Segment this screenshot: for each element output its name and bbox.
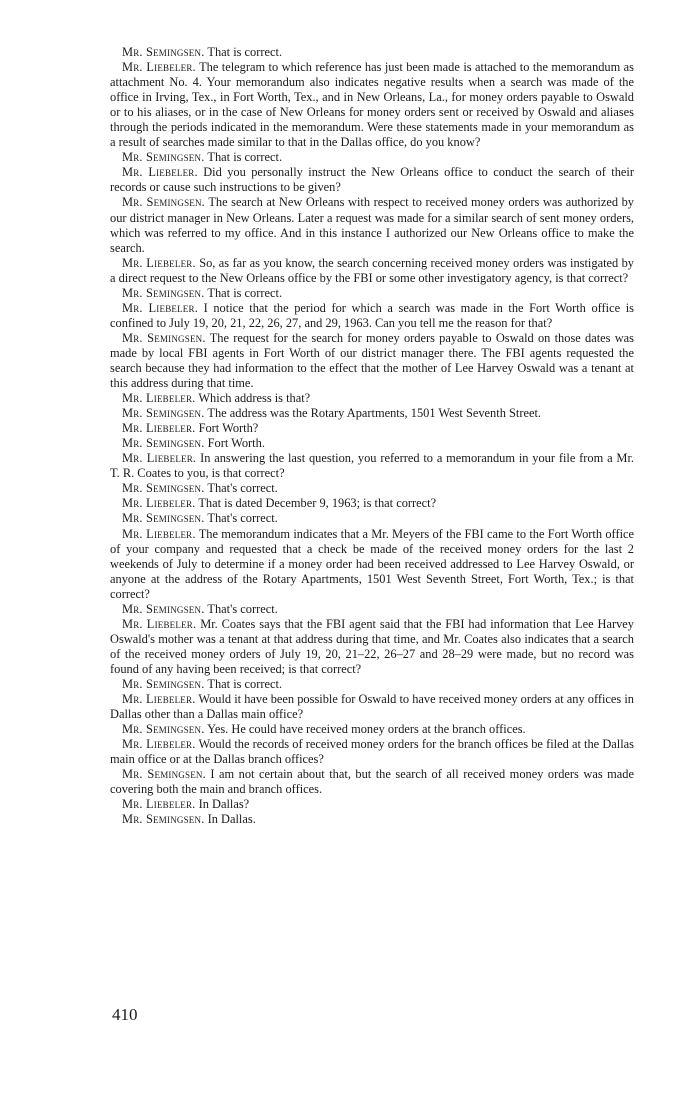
- statement-text: The request for the search for money orders payable to Oswald on those dates was made by local FBI agents in Fort Worth of our district manager there. The FBI agents requested the search because they had information to the effect that the mother of Lee Harvey Oswald was a tenant at this address during that time.: [110, 330, 635, 391]
- statement-text: Fort Worth?: [198, 421, 259, 436]
- testimony-paragraph: [110, 692, 634, 722]
- speaker-name: Mr. Semingsen.: [122, 812, 205, 827]
- statement-text: Which address is that?: [198, 391, 311, 406]
- speaker-name: Mr. Liebeler.: [122, 616, 197, 631]
- statement-text: That's correct.: [207, 601, 278, 616]
- statement-text: The address was the Rotary Apartments, 1501 West Seventh Street.: [207, 406, 541, 421]
- testimony-paragraph: [110, 301, 634, 331]
- testimony-paragraph: [110, 165, 634, 195]
- speaker-name: Mr. Liebeler.: [122, 451, 197, 466]
- speaker-name: Mr. Semingsen.: [122, 285, 205, 300]
- speaker-name: Mr. Semingsen.: [122, 601, 205, 616]
- testimony-paragraph: [110, 797, 634, 812]
- testimony-paragraph: [110, 45, 634, 60]
- speaker-name: Mr. Liebeler.: [122, 692, 196, 707]
- testimony-paragraph: [110, 767, 634, 797]
- testimony-paragraph: [110, 722, 634, 737]
- speaker-name: Mr. Liebeler.: [122, 391, 196, 406]
- statement-text: That is correct.: [207, 676, 283, 691]
- page-number: 410: [112, 1005, 138, 1024]
- statement-text: In answering the last question, you referred to a memorandum in your file from a Mr. T. R. Coates to you, is that correct?: [110, 451, 634, 481]
- statement-text: I notice that the period for which a search was made in the Fort Worth office is confined to July 19, 20, 21, 22, 26, 27, and 29, 1963. Can you tell me the reason for that?: [110, 300, 634, 330]
- testimony-paragraph: [110, 150, 634, 165]
- testimony-paragraph: [110, 481, 634, 496]
- statement-text: I am not certain about that, but the search of all received money orders was made covering both the main and branch offices.: [110, 767, 634, 797]
- speaker-name: Mr. Liebeler.: [122, 165, 198, 180]
- testimony-paragraph: [110, 60, 634, 150]
- statement-text: The memorandum indicates that a Mr. Meyers of the FBI came to the Fort Worth office of your company and requested that a check be made of the received money orders for the last 2 weekends of July to determine if a money order had been received addressed to Lee Harvey Oswald, or anyone at the address of the Rotary Apartments, 1501 West Seventh Street, Fort Worth, Tex.; is that correct?: [110, 526, 635, 601]
- testimony-paragraph: [110, 256, 634, 286]
- testimony-paragraph: [110, 617, 634, 677]
- speaker-name: Mr. Semingsen.: [122, 330, 206, 345]
- speaker-name: Mr. Semingsen.: [122, 436, 205, 451]
- testimony-paragraph: [110, 511, 634, 526]
- transcript-page: [110, 45, 634, 827]
- statement-text: That is correct.: [207, 45, 283, 59]
- statement-text: That is correct.: [207, 150, 283, 165]
- testimony-paragraph: [110, 406, 634, 421]
- statement-text: The telegram to which reference has just been made is attached to the memorandum as attachment No. 4. Your memorandum also indicates negative results when a search was made of the office in Irving, Tex., in Fort Worth, Tex., and in New Orleans, La., for money orders payable to Oswald or to his aliases, or in the case of New Orleans for money orders sent or received by Oswald and aliases through the periods indicated in the memorandum. Were these statements made in your memorandum as a result of searches made similar to that in the Dallas office, do you know?: [110, 60, 635, 150]
- testimony-paragraph: [110, 602, 634, 617]
- speaker-name: Mr. Semingsen.: [122, 722, 205, 737]
- testimony-paragraph: [110, 195, 634, 255]
- statement-text: Would the records of received money orders for the branch offices be filed at the Dallas main office or at the Dallas branch offices?: [110, 737, 634, 767]
- statement-text: Yes. He could have received money orders at the branch offices.: [207, 722, 526, 737]
- testimony-paragraph: [110, 677, 634, 692]
- statement-text: Did you personally instruct the New Orleans office to conduct the search of their records or cause such instructions to be given?: [110, 165, 634, 195]
- testimony-paragraph: [110, 527, 634, 602]
- speaker-name: Mr. Liebeler.: [122, 255, 196, 270]
- testimony-paragraph: [110, 286, 634, 301]
- statement-text: In Dallas?: [198, 797, 250, 812]
- speaker-name: Mr. Semingsen.: [122, 406, 205, 421]
- speaker-name: Mr. Liebeler.: [122, 737, 196, 752]
- statement-text: Would it have been possible for Oswald to have received money orders at any offices in Dallas other than a Dallas main office?: [110, 692, 634, 722]
- speaker-name: Mr. Semingsen.: [122, 676, 205, 691]
- statement-text: That's correct.: [207, 511, 278, 526]
- speaker-name: Mr. Semingsen.: [122, 481, 205, 496]
- speaker-name: Mr. Semingsen.: [122, 195, 205, 210]
- testimony-paragraph: [110, 436, 634, 451]
- testimony-paragraph: [110, 812, 634, 827]
- speaker-name: Mr. Liebeler.: [122, 421, 196, 436]
- statement-text: So, as far as you know, the search concerning received money orders was instigated by a direct request to the New Orleans office by the FBI or some other investigatory agency, is that correct?: [110, 255, 634, 285]
- statement-text: That's correct.: [207, 481, 278, 496]
- statement-text: That is dated December 9, 1963; is that correct?: [198, 496, 437, 511]
- speaker-name: Mr. Liebeler.: [122, 526, 196, 541]
- testimony-paragraph: [110, 421, 634, 436]
- speaker-name: Mr. Semingsen.: [122, 45, 205, 59]
- statement-text: Mr. Coates says that the FBI agent said that the FBI had information that Lee Harvey Oswald's mother was a tenant at that address during that time, and Mr. Coates also indicates that a search of the received money orders of July 19, 20, 21–22, 26–27 and 28–29 were made, but no record was found of any having been received; is that correct?: [110, 616, 635, 676]
- speaker-name: Mr. Liebeler.: [122, 300, 198, 315]
- statement-text: The search at New Orleans with respect to received money orders was authorized by our district manager in New Orleans. Later a request was made for a similar search of sent money orders, which was referred to my office. And in this instance I authorized our New Orleans office to make the search.: [110, 195, 634, 255]
- speaker-name: Mr. Liebeler.: [122, 797, 196, 812]
- testimony-paragraph: [110, 737, 634, 767]
- speaker-name: Mr. Liebeler.: [122, 496, 196, 511]
- statement-text: That is correct.: [207, 285, 283, 300]
- testimony-paragraph: [110, 496, 634, 511]
- testimony-paragraph: [110, 391, 634, 406]
- statement-text: In Dallas.: [207, 812, 256, 827]
- testimony-paragraph: [110, 451, 634, 481]
- statement-text: Fort Worth.: [207, 436, 265, 451]
- speaker-name: Mr. Liebeler.: [122, 60, 196, 75]
- speaker-name: Mr. Semingsen.: [122, 767, 206, 782]
- speaker-name: Mr. Semingsen.: [122, 150, 205, 165]
- speaker-name: Mr. Semingsen.: [122, 511, 205, 526]
- testimony-paragraph: [110, 331, 634, 391]
